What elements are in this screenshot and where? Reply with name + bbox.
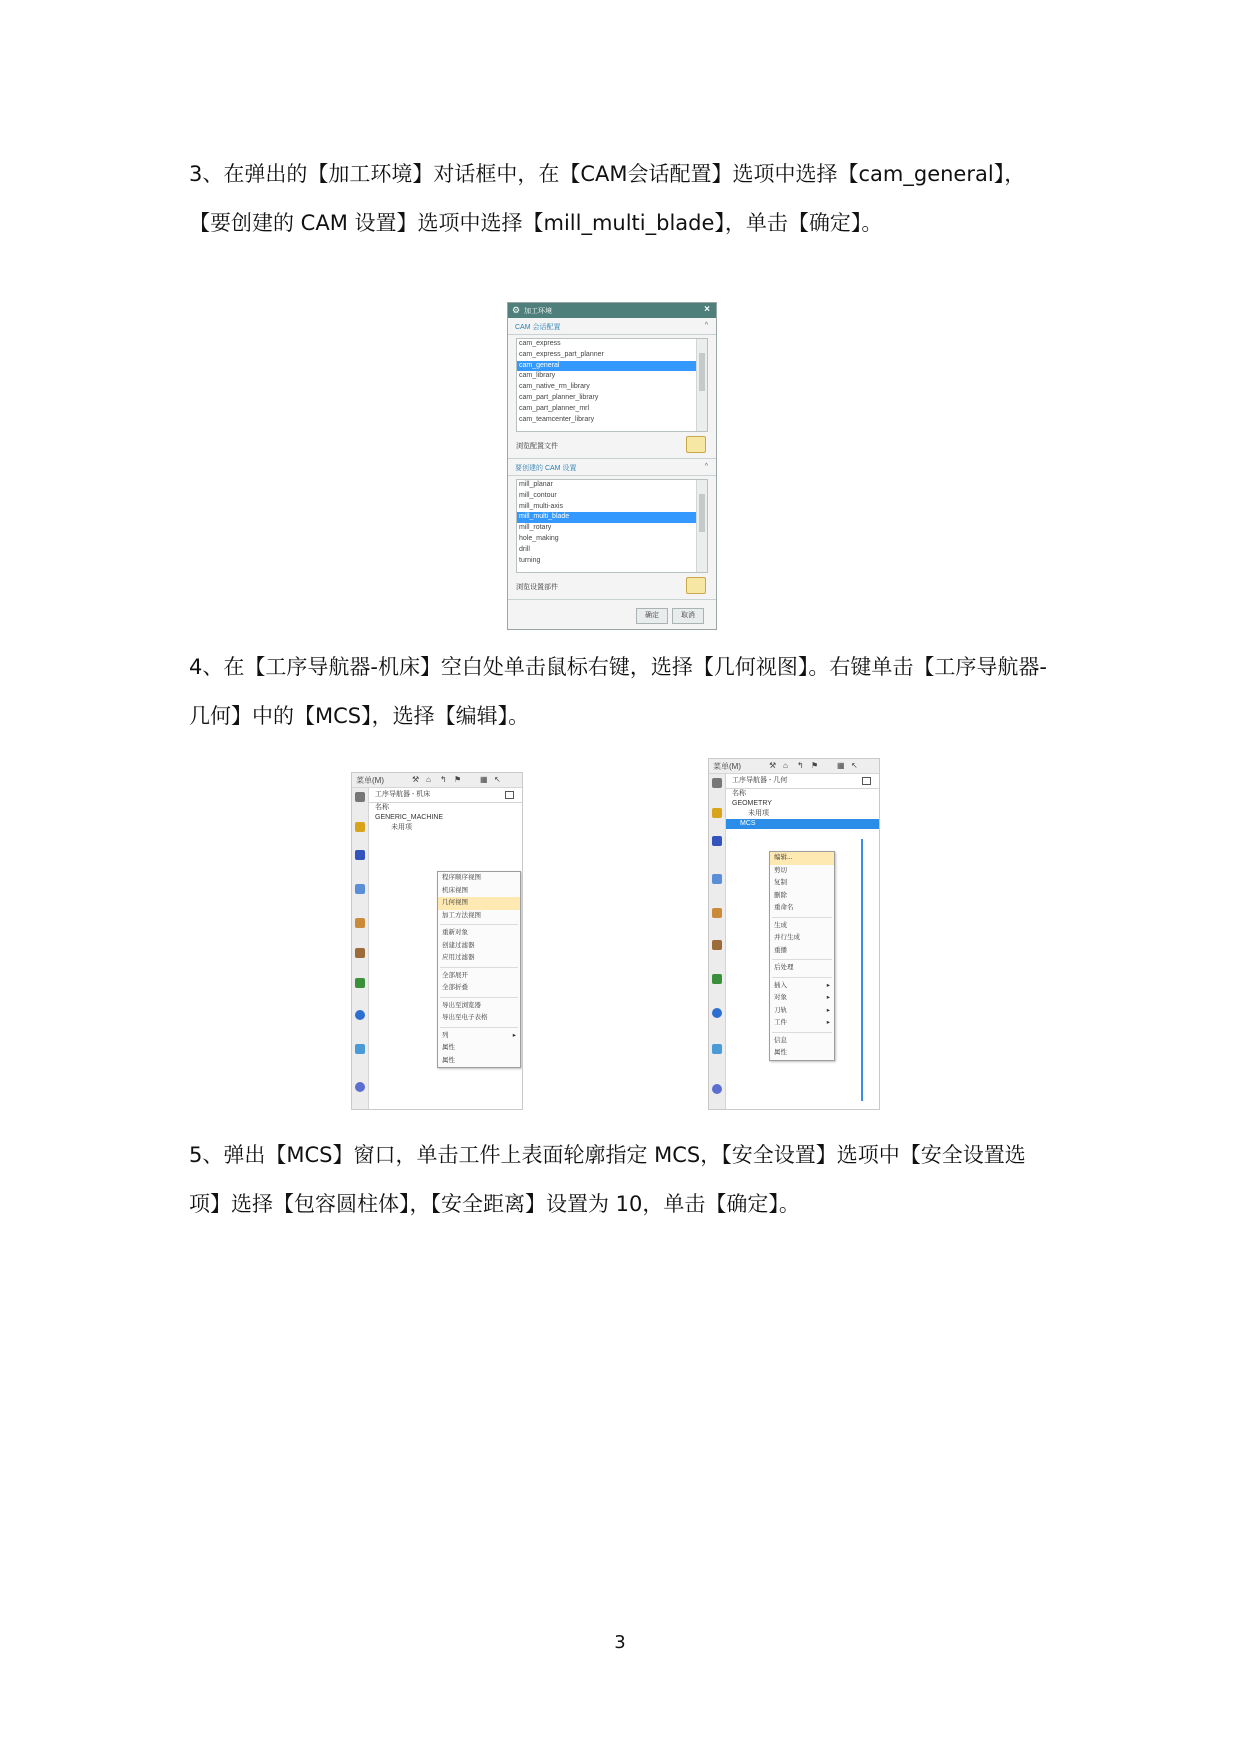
context-menu: [769, 851, 835, 1061]
folder-open-icon[interactable]: [686, 577, 706, 594]
menu-item[interactable]: 删除: [774, 891, 787, 899]
chevron-right-icon: ▸: [826, 994, 830, 1001]
menu-item[interactable]: 属性: [442, 1056, 455, 1064]
menu-separator: [440, 1027, 518, 1028]
chevron-up-icon[interactable]: ^: [704, 463, 708, 470]
list-item[interactable]: hole_making: [519, 534, 559, 542]
chevron-right-icon: ▸: [826, 1019, 830, 1026]
roles-icon[interactable]: [355, 978, 365, 988]
menu-item[interactable]: 后处理: [774, 964, 794, 971]
machine-view-icon[interactable]: ⌂: [426, 775, 431, 784]
cancel-button[interactable]: 取消: [672, 608, 704, 624]
geometry-view-icon[interactable]: ↰: [440, 775, 447, 784]
maximize-icon[interactable]: [862, 777, 871, 785]
list-item[interactable]: mill_planar: [519, 481, 553, 488]
menu-item-edit[interactable]: 编辑...: [770, 852, 834, 865]
table-icon[interactable]: ▦: [480, 775, 488, 784]
column-header[interactable]: 名称: [375, 804, 389, 811]
list-item-selected[interactable]: mill_multi_blade: [517, 512, 697, 523]
gear-icon: ⚙: [512, 305, 521, 315]
menu-item-label: 插入: [774, 981, 787, 989]
tree-row[interactable]: 未用项: [391, 824, 412, 831]
wrench-icon[interactable]: ⚒: [412, 775, 420, 784]
reuse-library-icon[interactable]: [712, 940, 722, 950]
list-item[interactable]: cam_part_planner_mrl: [519, 404, 590, 412]
chevron-right-icon: ▸: [512, 1031, 516, 1039]
machine-view-icon[interactable]: ⌂: [783, 761, 788, 770]
tree-row[interactable]: GEOMETRY: [732, 800, 772, 807]
section-label: 要创建的 CAM 设置: [515, 465, 577, 472]
menu-item[interactable]: [438, 1030, 520, 1043]
list-item[interactable]: cam_express_part_planner: [519, 350, 604, 358]
tree-row[interactable]: GENERIC_MACHINE: [375, 814, 444, 821]
menu-item[interactable]: 应用过滤器: [442, 954, 475, 961]
clock-icon[interactable]: [355, 1082, 365, 1092]
tree-row-mcs[interactable]: MCS: [726, 819, 879, 829]
menu-item-label: 列: [442, 1031, 449, 1039]
menu-button[interactable]: 菜单(M): [356, 776, 384, 785]
list-item[interactable]: cam_library: [519, 372, 556, 380]
scrollbar[interactable]: [696, 339, 707, 431]
dialog-title: 加工环境: [524, 308, 552, 315]
geometry-view-icon[interactable]: ↰: [797, 761, 804, 770]
menu-item[interactable]: [770, 992, 834, 1005]
machine-tool-icon[interactable]: [712, 836, 722, 846]
column-header[interactable]: 名称: [732, 790, 746, 797]
browse-config-label: 浏览配置文件: [516, 443, 558, 450]
menu-item[interactable]: 重命名: [774, 904, 794, 911]
menu-item[interactable]: 机床视图: [442, 886, 468, 894]
resource-sidebar: [352, 788, 369, 1109]
dialog-button-row: [508, 603, 716, 629]
panel-title-text: 工序导航器 - 机床: [375, 791, 431, 798]
menu-item[interactable]: 剪切: [774, 866, 787, 874]
method-view-icon[interactable]: ⚑: [811, 761, 819, 770]
machine-tool-icon[interactable]: [355, 850, 365, 860]
paragraph-step-4: 4、在【工序导航器-机床】空白处单击鼠标右键，选择【几何视图】。右键单击【工序导航器-几何】中的【MCS】，选择【编辑】。: [189, 655, 1048, 728]
menu-item[interactable]: 重新对象: [442, 929, 468, 936]
toolbar: [352, 773, 522, 788]
part-navigator-icon[interactable]: [712, 874, 722, 884]
navigator-machine-screenshot: [351, 772, 523, 1110]
menu-separator: [440, 997, 518, 998]
menu-separator: [772, 977, 832, 978]
menu-separator: [772, 959, 832, 960]
menu-item-label: 对象: [774, 994, 787, 1001]
maximize-icon[interactable]: [505, 791, 514, 799]
scrollbar[interactable]: [696, 480, 707, 572]
section-label: CAM 会话配置: [515, 324, 561, 331]
navigator-geometry-screenshot: [708, 758, 880, 1110]
menu-item[interactable]: 并行生成: [774, 934, 800, 941]
gear-icon[interactable]: [712, 778, 722, 788]
wrench-icon[interactable]: ⚒: [769, 761, 777, 770]
menu-item[interactable]: 程序顺序视图: [442, 874, 481, 881]
web-browser-icon[interactable]: [712, 1008, 722, 1018]
paragraph-step-3: 3、在弹出的【加工环境】对话框中，在【CAM会话配置】选项中选择【cam_general】，【要创建的 CAM 设置】选项中选择【mill_multi_blade】，单击【确定】。: [189, 162, 1026, 235]
toolbar: [709, 759, 879, 774]
close-icon[interactable]: ×: [704, 304, 710, 315]
menu-item[interactable]: 加工方法视图: [442, 911, 481, 919]
chevron-right-icon: ▸: [826, 981, 830, 989]
browse-setup-label: 浏览设置部件: [516, 584, 558, 591]
history-icon[interactable]: [712, 1044, 722, 1054]
list-item[interactable]: mill_multi-axis: [519, 502, 563, 510]
menu-item-label: 工件: [774, 1019, 787, 1026]
menu-separator: [440, 924, 518, 925]
menu-item-label: 刀轨: [774, 1006, 787, 1014]
clock-icon[interactable]: [712, 1084, 722, 1094]
menu-item[interactable]: [770, 1017, 834, 1030]
section-cam-session-config[interactable]: [508, 318, 716, 335]
menu-item[interactable]: 属性: [442, 1044, 455, 1051]
pointer-icon[interactable]: ↖: [494, 775, 501, 784]
folder-open-icon[interactable]: [686, 436, 706, 453]
page-number: 3: [614, 1632, 626, 1653]
table-icon[interactable]: ▦: [837, 761, 845, 770]
menu-item[interactable]: 信息: [774, 1036, 787, 1044]
menu-item[interactable]: [770, 980, 834, 993]
menu-separator: [440, 967, 518, 968]
menu-item[interactable]: 复制: [774, 879, 787, 886]
menu-item[interactable]: 生成: [774, 921, 787, 929]
operation-navigator-icon[interactable]: [355, 822, 365, 832]
dialog-title-bar: [508, 303, 716, 318]
menu-item[interactable]: [770, 1005, 834, 1018]
list-item[interactable]: cam_express: [519, 340, 561, 347]
method-view-icon[interactable]: ⚑: [454, 775, 462, 784]
menu-item-geometry-view[interactable]: 几何视图: [438, 897, 520, 910]
roles-icon[interactable]: [712, 974, 722, 984]
menu-separator: [772, 917, 832, 918]
assembly-icon[interactable]: [712, 908, 722, 918]
list-item[interactable]: mill_contour: [519, 491, 557, 499]
section-cam-setup[interactable]: [508, 459, 716, 476]
pointer-icon[interactable]: ↖: [851, 761, 858, 770]
browse-setup-row: [508, 573, 716, 600]
part-navigator-icon[interactable]: [355, 884, 365, 894]
list-item[interactable]: cam_teamcenter_library: [519, 415, 595, 423]
reuse-library-icon[interactable]: [355, 948, 365, 958]
menu-item[interactable]: 重播: [774, 946, 787, 954]
setup-list[interactable]: [516, 479, 708, 573]
config-list[interactable]: [516, 338, 708, 432]
panel-title: [726, 774, 879, 789]
browse-config-row: [508, 432, 716, 459]
menu-item[interactable]: 导出至浏览器: [442, 1001, 481, 1009]
menu-button[interactable]: 菜单(M): [713, 762, 741, 771]
panel-title-text: 工序导航器 - 几何: [732, 777, 788, 784]
list-item[interactable]: cam_native_rm_library: [519, 383, 590, 391]
menu-item[interactable]: 创建过滤器: [442, 941, 475, 949]
tree-row[interactable]: 未用项: [748, 810, 769, 817]
menu-separator: [772, 1032, 832, 1033]
operation-navigator-icon[interactable]: [712, 808, 722, 818]
resource-sidebar: [709, 774, 726, 1109]
ok-button[interactable]: 确定: [636, 608, 668, 624]
list-item[interactable]: cam_part_planner_library: [519, 393, 599, 401]
list-item-selected[interactable]: cam_general: [517, 361, 697, 372]
menu-item[interactable]: 全部折叠: [442, 984, 468, 991]
paragraph-step-5: 5、弹出【MCS】窗口，单击工件上表面轮廓指定 MCS，【安全设置】选项中【安全设置选项】选择【包容圆柱体】，【安全距离】设置为 10，单击【确定】。: [189, 1143, 1026, 1216]
menu-item[interactable]: 全部展开: [442, 971, 468, 979]
history-icon[interactable]: [355, 1044, 365, 1054]
chevron-up-icon[interactable]: ^: [704, 322, 708, 329]
panel-title: [369, 788, 522, 803]
web-browser-icon[interactable]: [355, 1010, 365, 1020]
list-item[interactable]: turning: [519, 556, 541, 564]
list-item[interactable]: drill: [519, 545, 530, 553]
context-menu: [437, 871, 521, 1068]
chevron-right-icon: ▸: [826, 1006, 830, 1014]
menu-item[interactable]: 属性: [774, 1049, 787, 1056]
list-item[interactable]: mill_rotary: [519, 524, 552, 532]
gear-icon[interactable]: [355, 792, 365, 802]
assembly-icon[interactable]: [355, 918, 365, 928]
machining-environment-dialog: [507, 302, 717, 630]
tree-guide-line: [861, 839, 863, 1101]
menu-item[interactable]: 导出至电子表格: [442, 1014, 488, 1021]
